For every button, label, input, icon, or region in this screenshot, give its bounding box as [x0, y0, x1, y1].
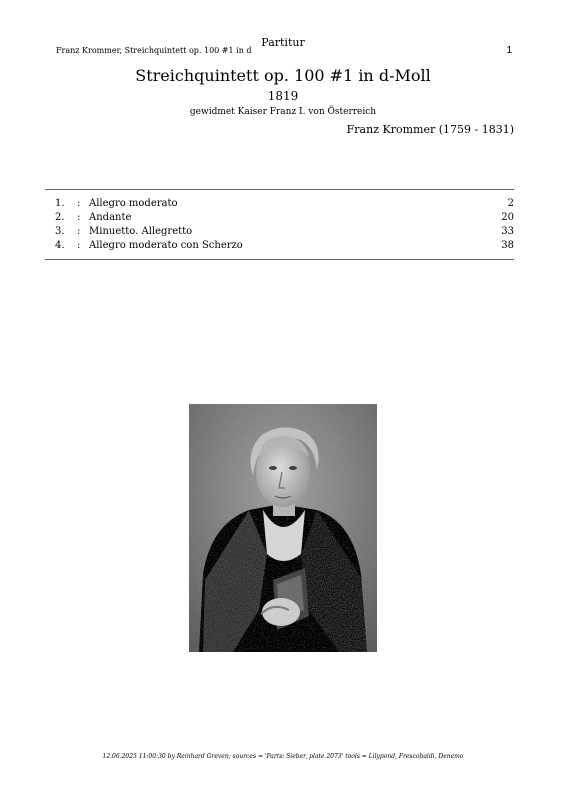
page-title: Streichquintett op. 100 #1 in d-Moll	[135, 66, 431, 85]
toc-separator: :	[77, 198, 81, 209]
toc-separator: :	[77, 226, 81, 237]
toc-item-4[interactable]	[55, 239, 514, 253]
toc-bottom-rule	[45, 259, 514, 260]
toc-title: Andante	[89, 212, 132, 223]
dedication: gewidmet Kaiser Franz I. von Österreich	[189, 107, 377, 117]
toc-item-3[interactable]	[55, 225, 514, 239]
composer: Franz Krommer (1759 - 1831)	[346, 123, 514, 136]
toc-title: Allegro moderato con Scherzo	[89, 240, 243, 251]
composition-year: 1819	[267, 89, 299, 103]
toc-title: Minuetto. Allegretto	[89, 226, 193, 237]
toc-number: 2.	[55, 212, 65, 223]
toc-separator: :	[77, 212, 81, 223]
page-number: 1	[506, 45, 512, 56]
composer-portrait	[189, 404, 377, 652]
toc-page: 20	[501, 212, 514, 223]
toc-number: 3.	[55, 226, 65, 237]
toc-title: Allegro moderato	[89, 198, 178, 209]
toc-number: 4.	[55, 240, 65, 251]
toc-item-1[interactable]	[55, 197, 514, 211]
toc-separator: :	[77, 240, 81, 251]
toc-number: 1.	[55, 198, 65, 209]
running-header: Franz Krommer, Streichquintett op. 100 #1 in d	[56, 46, 252, 55]
toc-page: 2	[507, 198, 514, 209]
toc-page: 38	[501, 240, 514, 251]
toc-item-2[interactable]	[55, 211, 514, 225]
table-of-contents	[55, 197, 514, 253]
footer-credits: 12.06.2025 11:00:30 by Reinhard Greven; sources = 'Parts: Sieber, plate 2073' tools = Lilypond, Frescobaldi, Denemo	[102, 753, 464, 760]
header-title: Partitur	[261, 36, 305, 49]
toc-page: 33	[501, 226, 514, 237]
toc-top-rule	[45, 189, 514, 190]
